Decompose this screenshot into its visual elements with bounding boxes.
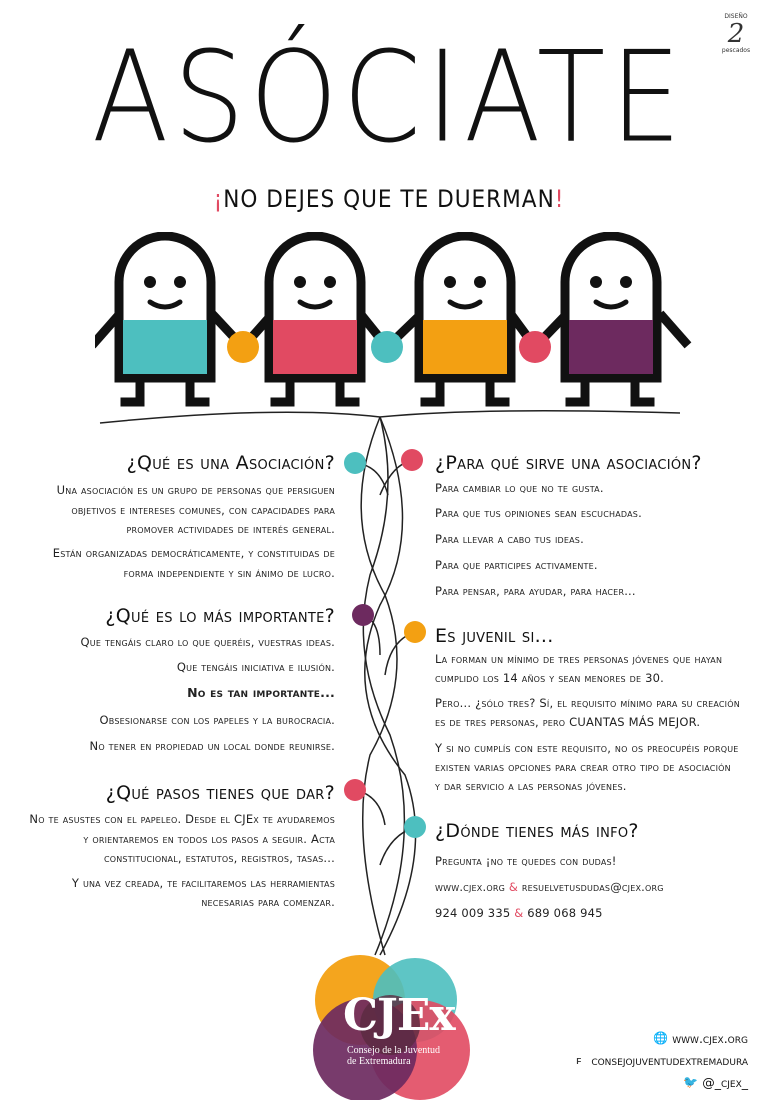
que-es-line-5: forma independiente y sin ánimo de lucro. (123, 566, 335, 580)
info-phone-1[interactable]: 924 009 335 (435, 906, 511, 920)
facebook-link-row[interactable] (572, 1049, 748, 1071)
pasos-line-1: No te asustes con el papeleo. Desde el CJEx te ayudaremos (29, 812, 335, 826)
hand-orange (227, 331, 259, 363)
arm-left-outer (95, 317, 117, 342)
facebook-icon: f (576, 1052, 582, 1067)
character-4 (565, 236, 657, 378)
logo-sub-2: de Extremadura (347, 1056, 411, 1067)
juvenil-line-3: Pero... ¿sólo tres? Sí, el requisito mínimo para su creación (435, 696, 740, 710)
pasos-line-5: necesarias para comenzar. (201, 895, 335, 909)
logo-subtitle (347, 1045, 440, 1067)
que-es-line-1: Una asociación es un grupo de personas que persiguen (56, 483, 335, 497)
hand-teal (371, 331, 403, 363)
arm-right-outer (663, 317, 685, 342)
info-amp-2: & (514, 906, 524, 920)
info-title: ¿Dónde tienes más info? (435, 820, 639, 842)
para-que-line-4: Para que participes activamente. (435, 558, 598, 572)
para-que-line-1: Para cambiar lo que no te gusta. (435, 481, 604, 495)
para-que-line-3: Para llevar a cabo tus ideas. (435, 532, 584, 546)
importante-line-1: Que tengáis claro lo que queréis, vuestras ideas. (80, 635, 335, 649)
info-phone-line (435, 904, 603, 923)
node-orange (404, 621, 426, 643)
info-email-link[interactable]: resuelvetusdudas@cjex.org (521, 880, 664, 894)
pasos-line-3: constitucional, estatutos, registros, tasas... (103, 851, 335, 865)
tree-trunk (363, 417, 404, 955)
juvenil-line-7: y dar servicio a las personas jóvenes. (435, 779, 627, 793)
tree-trunk (365, 417, 416, 955)
juvenil-title: Es juvenil si... (435, 625, 554, 647)
twitter-link[interactable]: @_cjex_ (702, 1074, 748, 1090)
subtitle-open: ¡ (213, 185, 224, 213)
juvenil-line-4: es de tres personas, pero CUANTAS MÁS MEJOR. (435, 715, 701, 729)
character-3 (419, 236, 511, 378)
pasos-line-2: y orientaremos en todos los pasos a seguir. Acta (83, 832, 335, 846)
juvenil-line-6: existen varias opciones para crear otro tipo de asociación (435, 760, 731, 774)
page-subtitle (0, 185, 778, 213)
node-pink (401, 449, 423, 471)
que-es-line-4: Están organizadas democráticamente, y constituidas de (52, 546, 335, 560)
que-es-title: ¿Qué es una Asociación? (126, 452, 335, 474)
studio-name: pescados (721, 47, 751, 54)
info-contact-line (435, 878, 664, 897)
subtitle-close: ! (554, 185, 565, 213)
web-link-row[interactable] (572, 1027, 748, 1049)
tree-trunk (361, 417, 397, 955)
juvenil-line-1: La forman un mínimo de tres personas jóvenes que hayan (435, 652, 723, 666)
no-importante-heading: No es tan importante... (187, 685, 335, 700)
logo-text: CJEx (343, 990, 455, 1041)
characters-illustration (95, 232, 695, 412)
web-link[interactable]: www.cjex.org (672, 1030, 748, 1046)
importante-line-3: Obsesionarse con los papeles y la burocracia. (99, 713, 335, 727)
para-que-line-5: Para pensar, para ayudar, para hacer... (435, 584, 636, 598)
studio-number: 2 (727, 19, 745, 49)
que-es-line-3: promover actividades de interés general. (126, 522, 335, 536)
facebook-link[interactable]: consejojuventudextremadura (591, 1052, 748, 1068)
hand-pink (519, 331, 551, 363)
globe-icon: 🌐 (653, 1030, 669, 1045)
page-title: ASÓCIATE (91, 25, 687, 171)
info-web-link[interactable]: www.cjex.org (435, 880, 505, 894)
importante-title: ¿Qué es lo más importante? (105, 605, 335, 627)
logo-sub-1: Consejo de la Juventud (347, 1045, 441, 1056)
pasos-title: ¿Qué pasos tienes que dar? (105, 782, 335, 804)
social-links (572, 1027, 748, 1093)
juvenil-line-2: cumplido los 14 años y sean menores de 30. (435, 671, 665, 685)
info-amp-1: & (508, 880, 519, 894)
tree-ground-line (100, 411, 680, 423)
info-line-1: Pregunta ¡no te quedes con dudas! (435, 854, 617, 868)
twitter-icon: 🐦 (683, 1074, 699, 1089)
para-que-line-2: Para que tus opiniones sean escuchadas. (435, 506, 642, 520)
que-es-line-2: objetivos e intereses comunes, con capacidades para (71, 503, 335, 517)
node-teal (404, 816, 426, 838)
character-1 (119, 236, 211, 378)
node-pink (344, 779, 366, 801)
character-2 (269, 236, 361, 378)
cjex-logo (305, 955, 480, 1100)
studio-label: DISEÑO (724, 13, 748, 20)
para-que-title: ¿Para qué sirve una asociación? (435, 452, 702, 474)
node-purple (352, 604, 374, 626)
twitter-link-row[interactable] (572, 1071, 748, 1093)
info-phone-2[interactable]: 689 068 945 (527, 906, 603, 920)
subtitle-text: NO DEJES QUE TE DUERMAN (223, 185, 555, 213)
juvenil-line-5: Y si no cumplís con este requisito, no os preocupéis porque (435, 741, 739, 755)
importante-line-4: No tener en propiedad un local donde reunirse. (89, 739, 335, 753)
node-teal (344, 452, 366, 474)
pasos-line-4: Y una vez creada, te facilitaremos las herramientas (71, 876, 335, 890)
importante-line-2: Que tengáis iniciativa e ilusión. (176, 660, 335, 674)
